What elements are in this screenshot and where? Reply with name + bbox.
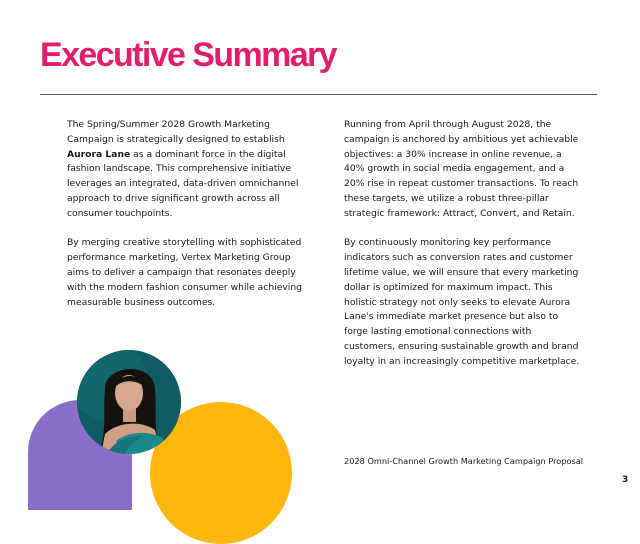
portrait-photo <box>77 350 181 454</box>
left-paragraph-2: By merging creative storytelling with sophisticated performance marketing, Vertex Marketing Group aims to deliver a campaign that resonates deeply with the modern fashion consumer while achieving measurable business outcomes. <box>67 237 302 308</box>
right-column <box>344 118 584 384</box>
title-divider <box>40 94 597 95</box>
left-paragraph-1-text-b: as a dominant force in the digital fashion landscape. This comprehensive initiative leverages an integrated, data-driven omnichannel approach to drive significant growth across all consumer touchpoints. <box>67 148 299 219</box>
brand-name-bold: Aurora Lane <box>67 148 131 160</box>
left-paragraph-1 <box>67 118 302 222</box>
page-title: Executive Summary <box>40 36 336 74</box>
left-column <box>67 118 302 325</box>
portrait-photo-icon <box>77 350 181 454</box>
footer-document-title: 2028 Omni-Channel Growth Marketing Campaign Proposal <box>344 456 584 466</box>
left-paragraph-1-text-a: The Spring/Summer 2028 Growth Marketing Campaign is strategically designed to establish <box>67 119 285 145</box>
right-paragraph-2: By continuously monitoring key performance indicators such as conversion rates and customer lifetime value, we will ensure that every marketing dollar is optimized for maximum impact. This holistic strategy not only seeks to elevate Aurora Lane's immediate market presence but also to forge lasting emotional connections with customers, ensuring sustainable growth and brand loyalty in an increasingly competitive marketplace. <box>344 237 580 367</box>
page-number: 3 <box>622 475 629 485</box>
right-paragraph-1: Running from April through August 2028, the campaign is anchored by ambitious yet achievable objectives: a 30% increase in online revenue, a 40% growth in social media engagement, and a 20% rise in repeat customer transactions. To reach these targets, we utilize a robust three-pillar strategic framework: Attract, Convert, and Retain. <box>344 119 579 219</box>
